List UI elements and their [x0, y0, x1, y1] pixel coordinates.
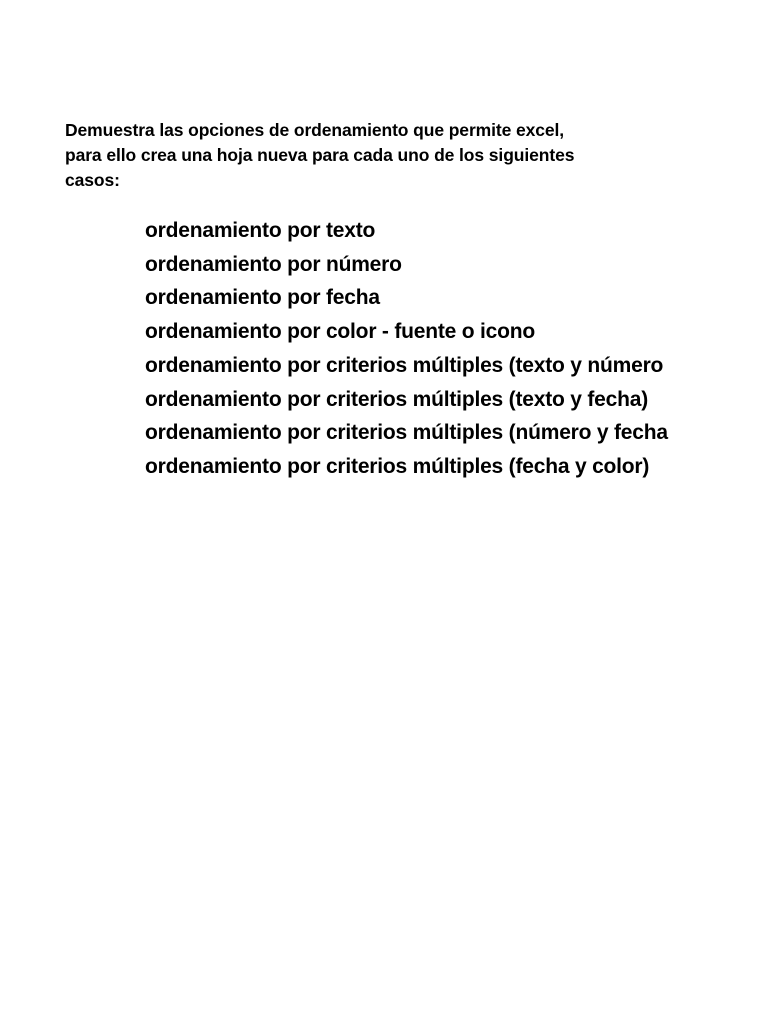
instructions-line: casos:: [65, 170, 120, 190]
sorting-case-item: ordenamiento por criterios múltiples (número y fecha: [145, 421, 668, 445]
instructions-line: para ello crea una hoja nueva para cada uno de los siguientes: [65, 145, 575, 165]
sorting-case-item: ordenamiento por número: [145, 252, 402, 276]
sorting-case-item: ordenamiento por fecha: [145, 286, 380, 310]
instructions-paragraph: [65, 118, 705, 193]
sorting-case-item: ordenamiento por texto: [145, 219, 376, 242]
sorting-cases-list: [145, 214, 705, 484]
sorting-case-item: ordenamiento por criterios múltiples (texto y fecha): [145, 387, 649, 411]
sorting-case-item: ordenamiento por color - fuente o icono: [145, 320, 536, 344]
instructions-line: Demuestra las opciones de ordenamiento que permite excel,: [65, 120, 565, 140]
sorting-case-item: ordenamiento por criterios múltiples (texto y número: [145, 353, 664, 377]
sorting-case-item: ordenamiento por criterios múltiples (fecha y color): [145, 454, 650, 478]
